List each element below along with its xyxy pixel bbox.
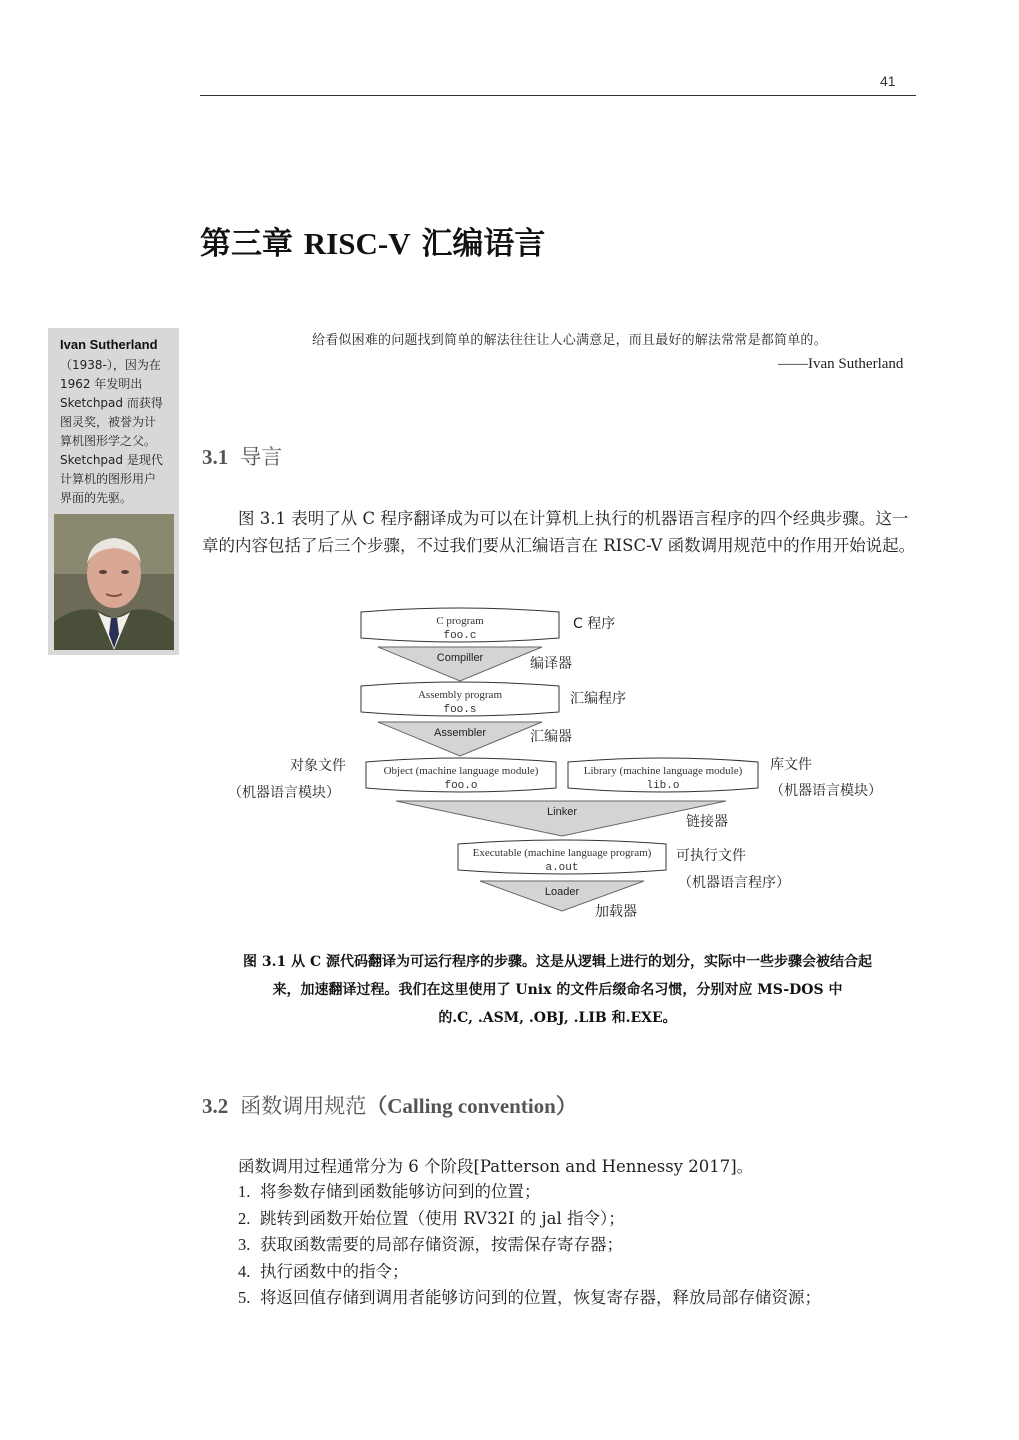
linker-title: Linker bbox=[547, 806, 577, 818]
section-title: 导言 bbox=[240, 445, 283, 469]
sidebar-bio-line: 界面的先驱。 bbox=[60, 491, 133, 505]
loader-title: Loader bbox=[544, 886, 580, 898]
linker-label: 链接器 bbox=[686, 814, 728, 830]
loader-label: 加载器 bbox=[595, 904, 637, 920]
epigraph-author: ——Ivan Sutherland bbox=[778, 356, 904, 372]
object-box bbox=[366, 758, 556, 792]
list-item-text: 跳转到函数开始位置（使用 RV32I 的 jal 指令）； bbox=[260, 1208, 625, 1228]
compiler-funnel bbox=[378, 647, 542, 681]
assembler-funnel bbox=[378, 722, 542, 756]
library-title: Library (machine language module) bbox=[583, 765, 743, 777]
object-file: foo.o bbox=[444, 780, 478, 792]
sidebar-name: Ivan Sutherland bbox=[60, 337, 158, 352]
sidebar-bio-line: （1938-），因为在 bbox=[60, 358, 161, 372]
compiler-title: Compiller bbox=[436, 652, 484, 664]
list-item-number: 4. bbox=[238, 1261, 251, 1281]
sidebar-bio-line: 1962 年发明出 bbox=[60, 377, 143, 391]
sidebar-bio-line: 计算机的图形用户 bbox=[60, 472, 157, 486]
c-program-file: foo.c bbox=[443, 630, 477, 642]
list-item-number: 1. bbox=[238, 1182, 251, 1201]
chapter-title-latin: RISC-V bbox=[303, 226, 411, 261]
figure-caption bbox=[205, 948, 910, 1032]
section2-intro: 函数调用过程通常分为 6 个阶段[Patterson and Hennessy 2017]。 bbox=[238, 1157, 754, 1176]
section-heading-3-1 bbox=[202, 441, 282, 471]
list-item bbox=[238, 1232, 821, 1259]
library-file: lib.o bbox=[646, 780, 680, 792]
sidebar-bio bbox=[60, 356, 172, 508]
assembly-program-box bbox=[361, 682, 559, 716]
portrait-photo bbox=[54, 514, 174, 650]
paragraph-line: 图 3.1 表明了从 C 程序翻译成为可以在计算机上执行的机器语言程序的四个经典步骤。 bbox=[238, 509, 876, 528]
c-program-label: C 程序 bbox=[573, 616, 616, 632]
list-item-number: 2. bbox=[238, 1208, 251, 1228]
list-item bbox=[238, 1259, 821, 1286]
compiler-label: 编译器 bbox=[530, 656, 572, 672]
sidebar-bio-line: Sketchpad 而获得 bbox=[60, 396, 163, 410]
list-item bbox=[238, 1285, 821, 1312]
caption-line: 图 3.1 从 C 源代码翻译为可运行程序的步骤。这是从逻辑上进行的划分，实际中一些步骤会被结合起 bbox=[243, 954, 872, 970]
library-box bbox=[568, 758, 758, 792]
calling-steps-list bbox=[238, 1179, 821, 1312]
object-sublabel: （机器语言模块） bbox=[228, 785, 340, 801]
object-title: Object (machine language module) bbox=[383, 765, 539, 777]
section-title: 函数调用规范 bbox=[240, 1094, 367, 1118]
sidebar-bio-line: 图灵奖，被誉为计 bbox=[60, 415, 157, 429]
executable-label: 可执行文件 bbox=[676, 848, 746, 864]
executable-box bbox=[458, 840, 666, 874]
caption-line: 的.C, .ASM, .OBJ, .LIB 和.EXE。 bbox=[438, 1010, 677, 1026]
intro-paragraph bbox=[202, 505, 916, 559]
chapter-title-prefix: 第三章 bbox=[200, 226, 293, 262]
library-sublabel: （机器语言模块） bbox=[770, 783, 882, 799]
list-item bbox=[238, 1206, 821, 1233]
list-item-text: 将参数存储到函数能够访问到的位置； bbox=[260, 1182, 541, 1201]
sidebar-bio-line: Sketchpad 是现代 bbox=[60, 453, 163, 467]
sidebar-bio-line: 算机图形学之父。 bbox=[60, 434, 157, 448]
chapter-title-suffix: 汇编语言 bbox=[421, 226, 546, 262]
list-item-number: 5. bbox=[238, 1288, 251, 1307]
list-item-text: 执行函数中的指令； bbox=[260, 1261, 409, 1281]
c-program-title: C program bbox=[436, 615, 484, 627]
list-item-text: 获取函数需要的局部存储资源，按需保存寄存器； bbox=[260, 1235, 623, 1254]
executable-sublabel: （机器语言程序） bbox=[678, 875, 790, 891]
assembler-label: 汇编器 bbox=[530, 729, 572, 745]
page-number: 41 bbox=[880, 73, 896, 89]
assembly-file: foo.s bbox=[443, 704, 477, 716]
list-item-text: 将返回值存储到调用者能够访问到的位置，恢复寄存器，释放局部存储资源； bbox=[260, 1288, 821, 1307]
assembly-title: Assembly program bbox=[417, 689, 503, 701]
caption-line: 来，加速翻译过程。我们在这里使用了 Unix 的文件后缀命名习惯，分别对应 MS-DOS 中 bbox=[272, 982, 843, 998]
c-program-box bbox=[361, 608, 559, 642]
list-item-number: 3. bbox=[238, 1235, 251, 1254]
paragraph-line: 开始说起。 bbox=[832, 536, 916, 555]
section-number: 3.2 bbox=[202, 1094, 229, 1118]
paragraph-line: 这一章的内容包括了后三个步骤，不过我们要从汇编语言在 RISC-V 函数调用规范中的作用 bbox=[202, 509, 909, 555]
compilation-diagram bbox=[200, 600, 920, 930]
linker-funnel bbox=[396, 801, 726, 836]
section-title-latin: （Calling convention） bbox=[366, 1094, 577, 1118]
section-number: 3.1 bbox=[202, 445, 229, 469]
section-heading-3-2 bbox=[202, 1090, 577, 1120]
executable-title: Executable (machine language program) bbox=[472, 847, 652, 859]
header-rule bbox=[200, 95, 916, 96]
chapter-title bbox=[200, 218, 545, 263]
executable-file: a.out bbox=[545, 862, 579, 874]
library-label: 库文件 bbox=[770, 757, 812, 773]
assembly-label: 汇编程序 bbox=[570, 691, 626, 707]
epigraph-quote: 给看似困难的问题找到简单的解法往往让人心满意足，而且最好的解法常常是都简单的。 bbox=[312, 333, 827, 348]
assembler-title: Assembler bbox=[434, 727, 486, 739]
object-label: 对象文件 bbox=[290, 758, 346, 774]
list-item bbox=[238, 1179, 821, 1206]
